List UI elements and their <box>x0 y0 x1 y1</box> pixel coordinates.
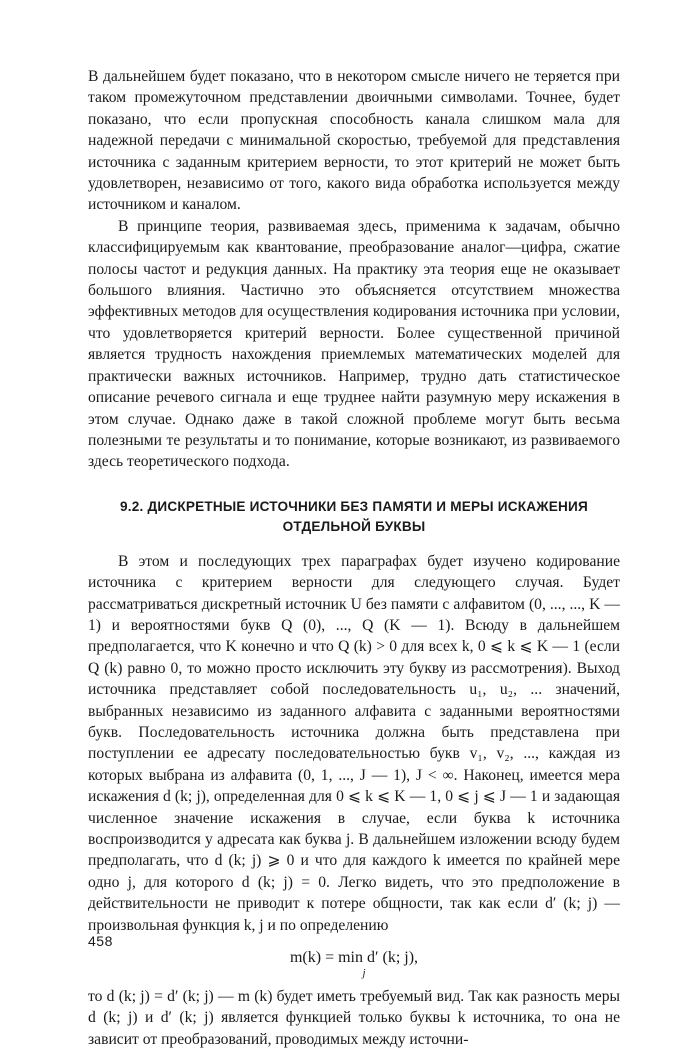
formula-subscript: j <box>362 967 366 980</box>
section-title-line2: ОТДЕЛЬНОЙ БУКВЫ <box>282 518 426 534</box>
paragraph-main: В этом и последующих трех параграфах будет изучено кодирование источника с критерием верности для следующего случая. Будет рассматриваться дискретный источник U без памяти с алфавитом (0, ..., ..., K — 1) и вероятностями букв Q (0), ..., Q (K — 1). Всюду в дальнейшем предполагается, что K конечно и что Q (k) > 0 для всех k, 0 ⩽ k ⩽ K — 1 (если Q (k) равно 0, то можно просто исключить эту букву из рассмотрения). Выход источника представляет собой последовательность u₁, u₂, ... значений, выбранных независимо из заданного алфавита с заданными вероятностями букв. Последовательность источника должна быть представлена при поступлении ее адресату последовательностью букв v₁, v₂, ..., каждая из которых выбрана из алфавита (0, 1, ..., J — 1), J < ∞. Наконец, имеется мера искажения d (k; j), определенная для 0 ⩽ k ⩽ K — 1, 0 ⩽ j ⩽ J — 1 и задающая численное значение искажения в случае, если буква k источника воспроизводится у адресата как буква j. В дальнейшем изложении всюду будем предполагать, что d (k; j) ⩾ 0 и что для каждого k имеется по крайней мере одно j, для которого d (k; j) = 0. Легко видеть, что это предположение в действительности не приводит к потере общности, так как если d′ (k; j) — произвольная функция k, j и по определению <box>88 552 620 934</box>
section-title-line1: ДИСКРЕТНЫЕ ИСТОЧНИКИ БЕЗ ПАМЯТИ И МЕРЫ ИСКАЖЕНИЯ <box>147 498 588 514</box>
formula-min <box>88 948 620 978</box>
paragraph-intro: В дальнейшем будет показано, что в некотором смысле ничего не теряется при таком промежуточном представлении двоичными символами. Точнее, будет показано, что если пропускная способность канала слишком мала для надежной передачи с минимальной скоростью, требуемой для представления источника с заданным критерием верности, то этот критерий не может быть удовлетворен, независимо от того, какого вида обработка используется между источником и каналом. <box>88 68 620 214</box>
page-body <box>88 66 620 1050</box>
paragraph-theory: В принципе теория, развиваемая здесь, применима к задачам, обычно классифицируемым как квантование, преобразование аналог—цифра, сжатие полосы частот и редукция данных. На практику эта теория еще не оказывает большого влияния. Частично это объясняется отсутствием множества эффективных методов для осуществления кодирования источника при условии, что удовлетворяется критерий верности. Более существенной причиной является трудность нахождения приемлемых математических моделей для практически важных источников. Например, трудно дать статистическое описание речевого сигнала и еще труднее найти разумную меру искажения в этом случае. Однако даже в такой сложной проблеме могут быть весьма полезными те результаты и то понимание, которые возникают, из развиваемого здесь теоретического подхода. <box>88 217 620 471</box>
section-heading-line1 <box>88 497 620 517</box>
page-number: 458 <box>88 933 113 949</box>
formula-main: m(k) = min d′ (k; j), <box>289 949 419 967</box>
paragraph-after-formula: то d (k; j) = d′ (k; j) — m (k) будет иметь требуемый вид. Так как разность меры d (k; j) и d′ (k; j) является функцией только буквы k источника, то она не зависит от преобразований, проводимых между источни- <box>88 988 620 1048</box>
section-heading <box>88 497 620 537</box>
section-number: 9.2. <box>120 498 144 514</box>
